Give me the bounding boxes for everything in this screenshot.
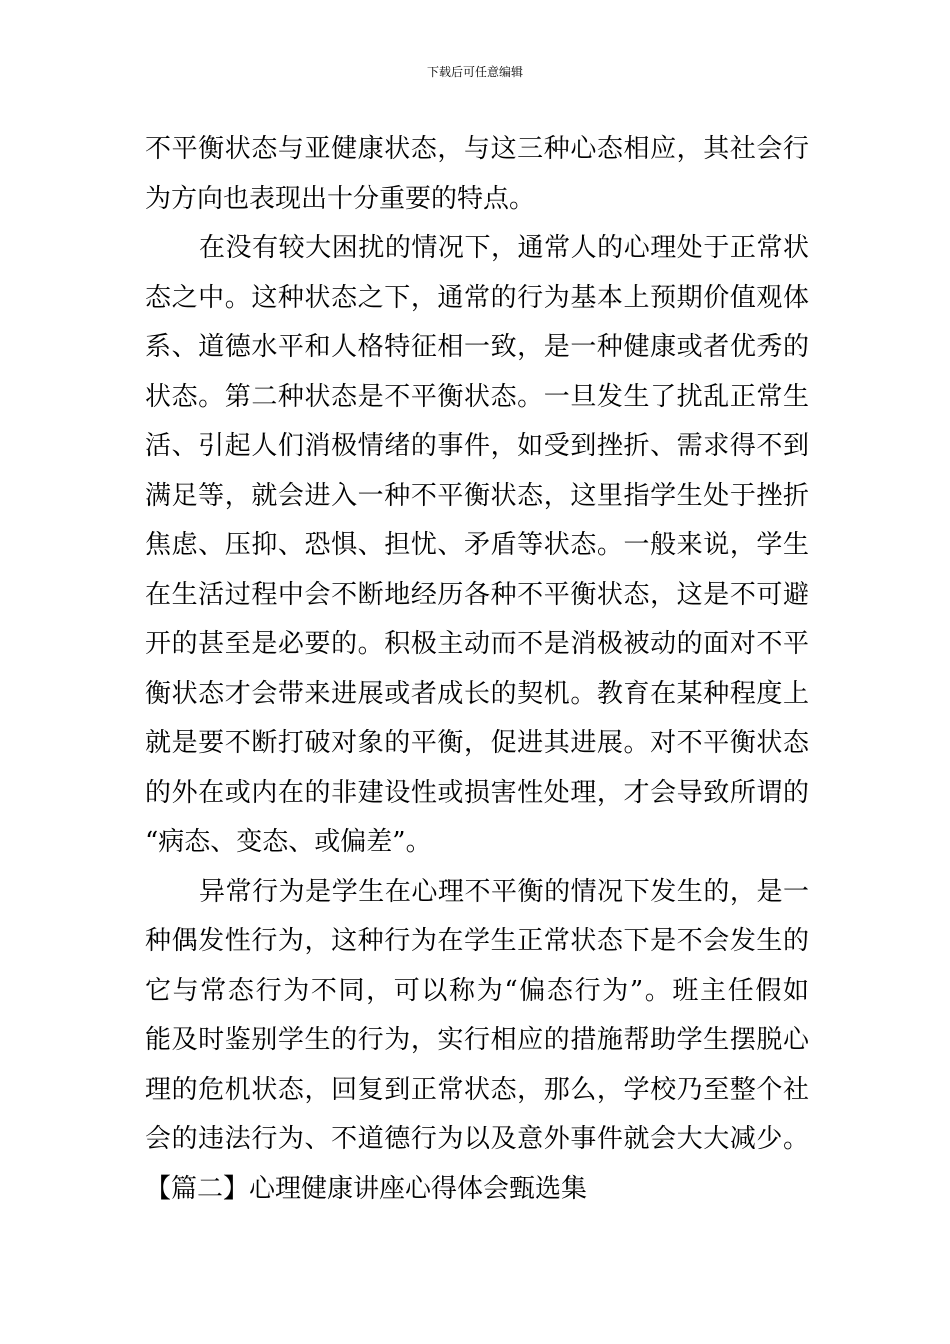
text-line: “病态、变态、或偏差”。 — [145, 827, 432, 857]
text-line: 满足等，就会进入一种不平衡状态，这里指学生处于挫折 — [145, 480, 809, 511]
text-line: 状态。第二种状态是不平衡状态。一旦发生了扰乱正常生 — [145, 381, 809, 412]
document-body — [145, 125, 809, 1214]
text-line: 种偶发性行为，这种行为在学生正常状态下是不会发生的 — [145, 926, 809, 956]
text-line: 在没有较大困扰的情况下，通常人的心理处于正常状 — [199, 233, 809, 263]
text-line: 会的违法行为、不道德行为以及意外事件就会大大减少。 — [145, 1124, 809, 1154]
text-line: 开的甚至是必要的。积极主动而不是消极被动的面对不平 — [145, 629, 809, 659]
text-line: 能及时鉴别学生的行为，实行相应的措施帮助学生摆脱心 — [145, 1025, 809, 1055]
text-line: 就是要不断打破对象的平衡，促进其进展。对不平衡状态 — [145, 728, 809, 758]
text-line: 活、引起人们消极情绪的事件，如受到挫折、需求得不到 — [145, 431, 809, 461]
text-line: 态之中。这种状态之下，通常的行为基本上预期价值观体 — [145, 282, 809, 313]
text-line: 它与常态行为不同，可以称为“偏态行为”。班主任假如 — [145, 975, 809, 1006]
text-line: 焦虑、压抑、恐惧、担忧、矛盾等状态。一般来说，学生 — [145, 530, 809, 560]
section-heading: 【篇二】心理健康讲座心得体会甄选集 — [145, 1173, 588, 1204]
text-line: 系、道德水平和人格特征相一致，是一种健康或者优秀的 — [145, 332, 809, 362]
text-line: 异常行为是学生在心理不平衡的情况下发生的，是一 — [199, 876, 809, 907]
text-line: 理的危机状态，回复到正常状态，那么，学校乃至整个社 — [145, 1074, 809, 1105]
page-header: 下载后可任意编辑 — [426, 65, 523, 79]
text-line: 衡状态才会带来进展或者成长的契机。教育在某种程度上 — [145, 678, 809, 709]
text-line: 的外在或内在的非建设性或损害性处理，才会导致所谓的 — [145, 777, 809, 808]
text-line: 不平衡状态与亚健康状态，与这三种心态相应，其社会行 — [145, 134, 809, 164]
text-line: 在生活过程中会不断地经历各种不平衡状态，这是不可避 — [145, 579, 809, 610]
text-line: 为方向也表现出十分重要的特点。 — [145, 183, 536, 214]
